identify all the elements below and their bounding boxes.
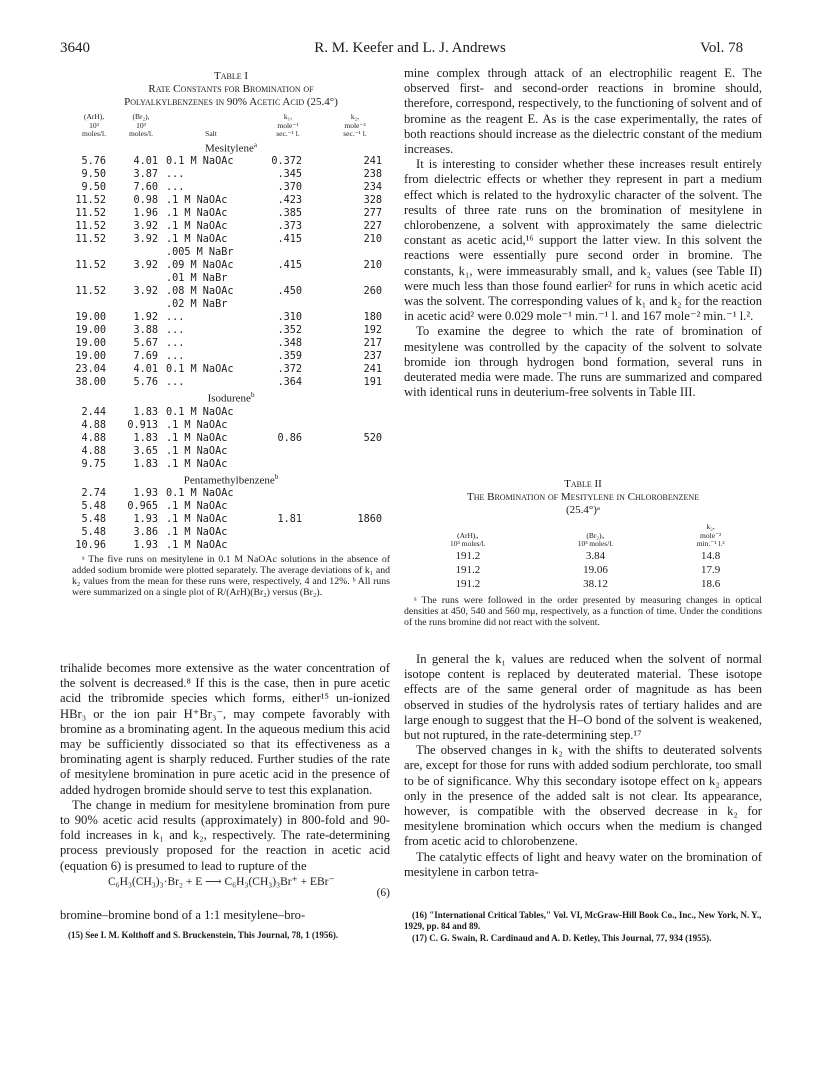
table-cell: .1 M NaOAc	[166, 234, 228, 246]
table-cell: ...	[166, 325, 185, 337]
table-1-title-line2: Polyalkylbenzenes in 90% Acetic Acid (25.4°)	[124, 96, 338, 108]
table-cell: 1.83	[133, 458, 158, 470]
t1-header-br2: (Br₂), 10³ moles/l.	[129, 112, 153, 138]
table-cell: 0.1 M NaOAc	[166, 406, 234, 418]
table-row	[72, 168, 390, 181]
table-cell: 191	[363, 377, 382, 389]
table-cell: .364	[277, 377, 302, 389]
table-cell: 210	[363, 260, 382, 272]
table-cell: 0.98	[133, 195, 158, 207]
table-cell: 19.00	[75, 338, 106, 350]
table-row: 191.2 19.06 17.9	[455, 563, 721, 576]
table-cell: 328	[363, 195, 382, 207]
table-2-label: Table II	[564, 478, 602, 490]
table-cell: 3.65	[133, 445, 158, 457]
table-cell: .359	[277, 351, 302, 363]
table-row	[72, 259, 390, 272]
table-cell: ...	[166, 182, 185, 194]
table-group-heading	[72, 139, 390, 156]
table-cell: 210	[363, 234, 382, 246]
table-row	[72, 220, 390, 233]
shared-k2: 1860	[357, 514, 382, 526]
right-paragraph-5: The observed changes in k₂ with the shifts to deuterated solvents are, except for those for runs with added sodium perchlorate, too small to be of significance. Why this secondary isotope effect on k₂ appears only in the presence of the added salt is not clear. Its appearance, however, is compatible with the observed decrease in k₂ for mesitylene bromination which occurs when the medium is changed from acetic acid to chlorobenzene.	[404, 743, 762, 849]
table-cell: 0.965	[127, 501, 158, 513]
table-1-title-line1: Rate Constants for Bromination of	[148, 83, 314, 95]
equation-6	[60, 874, 390, 899]
table-row	[72, 376, 390, 389]
table-cell: 0.372	[271, 156, 302, 168]
table-cell: 11.52	[75, 234, 106, 246]
right-paragraph-4: In general the k₁ values are reduced when the solvent of normal isotope content is replaced by deuterated material. These isotope effects are of the same general order of magnitude as has been observed in studies of the hydrolysis rates of tertiary halides and are large enough to suggest that the H–O bond of the solvent is weakened, but not ruptured, in the rate-determining step.¹⁷	[404, 652, 762, 743]
shared-k2: 520	[363, 432, 382, 444]
table-group-heading	[72, 471, 390, 488]
table-cell	[72, 272, 116, 285]
table-2-header-row	[404, 523, 762, 549]
table-row	[72, 233, 390, 246]
table-row	[72, 298, 390, 311]
table-cell	[72, 246, 116, 259]
equation-number: (6)	[376, 887, 390, 899]
table-cell: .352	[277, 325, 302, 337]
equation-text: C₆H₃(CH₃)₃·Br₂ + E ⟶ C₆H₃(CH₃)₃Br⁺ + EBr⁻	[108, 876, 335, 888]
table-cell: 11.52	[75, 260, 106, 272]
table-cell: .1 M NaOAc	[166, 419, 228, 431]
table-cell: ...	[166, 169, 185, 181]
table-cell: 237	[363, 351, 382, 363]
table-cell: 2.44	[81, 406, 106, 418]
left-paragraph-2: The change in medium for mesitylene bromination from pure to 90% acetic acid results (approximately) in 800-fold and 90-fold increases in k₁ and k₂, respectively. The rate-determining process previously proposed for the reaction in acetic acid (equation 6) is presumed to lead to rupture of the	[60, 797, 390, 873]
table-cell: .08 M NaOAc	[166, 286, 234, 298]
table-cell: 1.96	[133, 208, 158, 220]
table-cell: 1.93	[133, 488, 158, 500]
left-column-body	[60, 661, 390, 874]
table-cell: .1 M NaOAc	[166, 195, 228, 207]
table-cell: 1.93	[133, 514, 158, 526]
table-cell	[256, 272, 320, 285]
table-cell: 3.92	[133, 260, 158, 272]
table-group-heading	[72, 389, 390, 406]
table-cell: 0.1 M NaOAc	[166, 364, 234, 376]
table-1-label: Table I	[213, 70, 249, 82]
table-cell: .01 M NaBr	[166, 273, 228, 285]
table-cell: .1 M NaOAc	[166, 221, 228, 233]
right-column-top	[404, 66, 762, 400]
table-cell: 4.01	[133, 156, 158, 168]
table-row	[72, 246, 390, 259]
reference-15: (15) See I. M. Kolthoff and S. Bruckenstein, This Journal, 78, 1 (1956).	[68, 930, 339, 940]
right-column-bottom	[404, 652, 762, 880]
table-cell: 234	[363, 182, 382, 194]
table-cell: 180	[363, 312, 382, 324]
table-cell: 260	[363, 286, 382, 298]
table-cell: .005 M NaBr	[166, 247, 234, 259]
table-cell: .372	[277, 364, 302, 376]
table-cell	[116, 298, 166, 311]
table-cell: 241	[363, 364, 382, 376]
table-cell: 11.52	[75, 195, 106, 207]
table-row	[72, 311, 390, 324]
table-cell: 217	[363, 338, 382, 350]
table-cell	[116, 272, 166, 285]
table-row	[72, 181, 390, 194]
table-1-header-row	[72, 113, 390, 139]
table-cell: 11.52	[75, 221, 106, 233]
reference-17: (17) C. G. Swain, R. Cardinaud and A. D. Ketley, This Journal, 77, 934 (1955).	[412, 933, 712, 943]
footnote-mark: b	[250, 391, 255, 400]
table-cell	[320, 298, 390, 311]
table-cell: .1 M NaOAc	[166, 458, 228, 470]
table-cell: .1 M NaOAc	[166, 445, 228, 457]
table-cell: .348	[277, 338, 302, 350]
table-cell: .1 M NaOAc	[166, 208, 228, 220]
table-cell: ...	[166, 312, 185, 324]
right-paragraph-3: To examine the degree to which the rate of bromination of mesitylene was controlled by the capacity of the solvent to solvate bromide ion through hydrogen bond formation, several runs in deuterated media were made. The runs are summarized and compared with identical runs in deuterium-free solvents in Table III.	[404, 324, 762, 400]
table-cell	[256, 246, 320, 259]
shared-k1: 1.81	[277, 514, 302, 526]
t1-header-k1: k₁, mole⁻¹ sec.⁻¹ l.	[276, 112, 300, 138]
table-cell: .02 M NaBr	[166, 299, 228, 311]
table-cell	[72, 298, 116, 311]
compound-name: Isodurene	[207, 392, 251, 405]
table-row	[72, 406, 390, 419]
table-1-block	[72, 70, 390, 598]
table-cell: 7.60	[133, 182, 158, 194]
right-paragraph-2: It is interesting to consider whether these increases result entirely from dielectric effects or whether they represent in part a medium effect which is related to the hydroxylic character of the solvent. The results of three rate runs on the bromination of mesitylene in chlorobenzene, a solvent with approximately the same dielectric constant as acetic acid,¹⁶ support the latter view. In this solvent the reactions were essentially pure second order in bromine. The constants, k₁, were immeasurably small, and k₂ values (see Table II) were much less than those found earlier² for runs in which acetic acid was the solvent. The corresponding values of k₁ and k₂ for the reaction in acetic acid² were 0.029 mole⁻¹ min.⁻¹ l. and 167 mole⁻² min.⁻¹ l.².	[404, 157, 762, 324]
table-1-footnote-text: ᵃ The five runs on mesitylene in 0.1 M NaOAc solutions in the absence of added sodium bromide were plotted separately. The average deviations of k₁ and k₂ values from the mean for these runs were, respectively, 4 and 12%. ᵇ All runs were summarized on a single plot of R/(ArH)(Br₂) versus (Br₂).	[72, 554, 390, 599]
table-cell: .385	[277, 208, 302, 220]
table-cell: 241	[363, 156, 382, 168]
table-cell: 19.00	[75, 351, 106, 363]
table-cell: 11.52	[75, 208, 106, 220]
table-cell: ...	[166, 377, 185, 389]
table-row	[72, 207, 390, 220]
table-cell: .370	[277, 182, 302, 194]
table-cell: 38.00	[75, 377, 106, 389]
table-row	[72, 487, 390, 500]
t2-header-arh: (ArH)ᵢ, 10³ moles/l.	[450, 530, 486, 548]
t1-header-k2: k₂, mole⁻² sec.⁻¹ l.	[343, 112, 367, 138]
left-paragraph-1: trihalide becomes more extensive as the water concentration of the solvent is decreased.⁸ If this is the case, then in pure acetic acid the tribromide species which forms, either¹⁵ un-ionized HBr₃ or the ion pair H⁺Br₃⁻, may compete favorably with bromine as a brominating agent. In the aqueous medium this acid may be sufficiently dissociated so that its effectiveness as a brominating agent is sharply reduced. Further studies of the rate of mesitylene bromination in pure acetic acid in the presence of added hydrogen bromide should serve to test this explanation.	[60, 661, 390, 797]
table-row	[72, 272, 390, 285]
table-cell: 5.76	[133, 377, 158, 389]
table-cell: .1 M NaOAc	[166, 501, 228, 513]
table-cell: 4.88	[81, 432, 106, 444]
table-cell: .415	[277, 234, 302, 246]
table-cell: 1.83	[133, 432, 158, 444]
table-cell	[116, 246, 166, 259]
table-cell: .345	[277, 169, 302, 181]
t1-header-arh: (ArH), 10³ moles/l.	[82, 112, 106, 138]
table-row	[72, 194, 390, 207]
t2-header-k2: k₂, mole⁻² min.⁻¹ l.²	[696, 522, 725, 548]
table-cell: 23.04	[75, 364, 106, 376]
table-row	[72, 155, 390, 168]
table-cell: 10.96	[75, 540, 106, 552]
compound-name: Mesitylene	[205, 142, 254, 155]
table-cell: .1 M NaOAc	[166, 540, 228, 552]
table-cell: .373	[277, 221, 302, 233]
table-2	[404, 523, 762, 591]
table-cell: 9.50	[81, 169, 106, 181]
table-cell: .1 M NaOAc	[166, 432, 228, 444]
table-2-title-line1: The Bromination of Mesitylene in Chlorobenzene	[466, 491, 699, 503]
table-cell: 11.52	[75, 286, 106, 298]
table-cell: .415	[277, 260, 302, 272]
table-cell: 1.93	[133, 540, 158, 552]
table-cell: 9.50	[81, 182, 106, 194]
table-cell: 3.86	[133, 527, 158, 539]
table-cell: 5.76	[81, 156, 106, 168]
table-cell: 238	[363, 169, 382, 181]
left-paragraph-3: bromine–bromine bond of a 1:1 mesitylene–bro-	[60, 908, 306, 922]
table-cell: 5.67	[133, 338, 158, 350]
table-cell: 4.88	[81, 419, 106, 431]
table-row: 191.2 38.12 18.6	[455, 577, 721, 590]
table-cell: .423	[277, 195, 302, 207]
table-cell: .1 M NaOAc	[166, 527, 228, 539]
table-cell: 0.1 M NaOAc	[166, 488, 234, 500]
footnote-mark: b	[274, 472, 279, 481]
running-head-authors: R. M. Keefer and L. J. Andrews	[314, 40, 506, 56]
table-cell: 3.87	[133, 169, 158, 181]
table-cell: 3.92	[133, 234, 158, 246]
table-cell: .09 M NaOAc	[166, 260, 234, 272]
table-cell	[320, 272, 390, 285]
table-cell: 4.01	[133, 364, 158, 376]
table-cell: 3.92	[133, 286, 158, 298]
table-cell: 5.48	[81, 514, 106, 526]
table-row	[72, 363, 390, 376]
table-row	[72, 285, 390, 298]
right-paragraph-6: The catalytic effects of light and heavy water on the bromination of mesitylene in carbon tetra-	[404, 849, 762, 879]
table-2-block	[404, 478, 762, 628]
table-cell: 5.48	[81, 527, 106, 539]
left-references	[60, 930, 390, 942]
shared-k1: 0.86	[277, 432, 302, 444]
table-cell: 277	[363, 208, 382, 220]
left-after-equation	[60, 908, 390, 923]
table-cell: .450	[277, 286, 302, 298]
table-cell: 1.83	[133, 406, 158, 418]
table-cell: 5.48	[81, 501, 106, 513]
table-cell: 0.1 M NaOAc	[166, 156, 234, 168]
table-cell: ...	[166, 351, 185, 363]
table-1-footnote	[72, 554, 390, 598]
compound-name: Pentamethylbenzene	[183, 474, 275, 487]
table-cell: 3.92	[133, 221, 158, 233]
reference-16: (16) "International Critical Tables," Vol. VI, McGraw-Hill Book Co., Inc., New York, N. Y., 1929, pp. 84 and 89.	[404, 910, 762, 931]
footnote-mark: a	[253, 140, 257, 149]
right-references	[404, 910, 762, 945]
table-cell: 3.88	[133, 325, 158, 337]
table-cell: 2.74	[81, 488, 106, 500]
table-2-title-line2: (25.4°)ᵃ	[566, 504, 600, 516]
table-cell: ...	[166, 338, 185, 350]
table-cell: 227	[363, 221, 382, 233]
page-number: 3640	[60, 40, 90, 56]
table-row: 191.2 3.84 14.8	[455, 549, 721, 562]
volume-label: Vol. 78	[700, 40, 744, 56]
t2-header-br2: (Br₂)ᵢ, 10³ moles/l.	[577, 530, 614, 548]
table-cell: 0.913	[127, 419, 158, 431]
t1-header-salt: Salt	[205, 129, 217, 138]
table-row	[72, 324, 390, 337]
table-cell: .1 M NaOAc	[166, 514, 228, 526]
table-cell: 4.88	[81, 445, 106, 457]
table-cell: 1.92	[133, 312, 158, 324]
table-2-footnote-text: ᵃ The runs were followed in the order presented by measuring changes in optical densities at 450, 540 and 560 mμ, respectively, as a function of time. Under the conditions of the runs bromine did not react with the solvent.	[404, 594, 762, 628]
table-row	[72, 350, 390, 363]
table-cell: 7.69	[133, 351, 158, 363]
table-2-footnote	[404, 595, 762, 628]
table-cell	[256, 298, 320, 311]
table-1	[72, 113, 390, 552]
right-paragraph-1: mine complex through attack of an electrophilic reagent E. The observed first- and second-order reactions in bromine should, therefore, correspond, respectively, to the functioning of solvent and of bromine as the reagent E. As is the case experimentally, the rates of both reactions should increase as the dielectric constant of the medium increases.	[404, 66, 762, 157]
table-cell: 19.00	[75, 325, 106, 337]
table-cell: .310	[277, 312, 302, 324]
table-cell: 9.75	[81, 458, 106, 470]
table-cell: 19.00	[75, 312, 106, 324]
table-row	[72, 337, 390, 350]
table-cell: 192	[363, 325, 382, 337]
table-cell	[320, 246, 390, 259]
